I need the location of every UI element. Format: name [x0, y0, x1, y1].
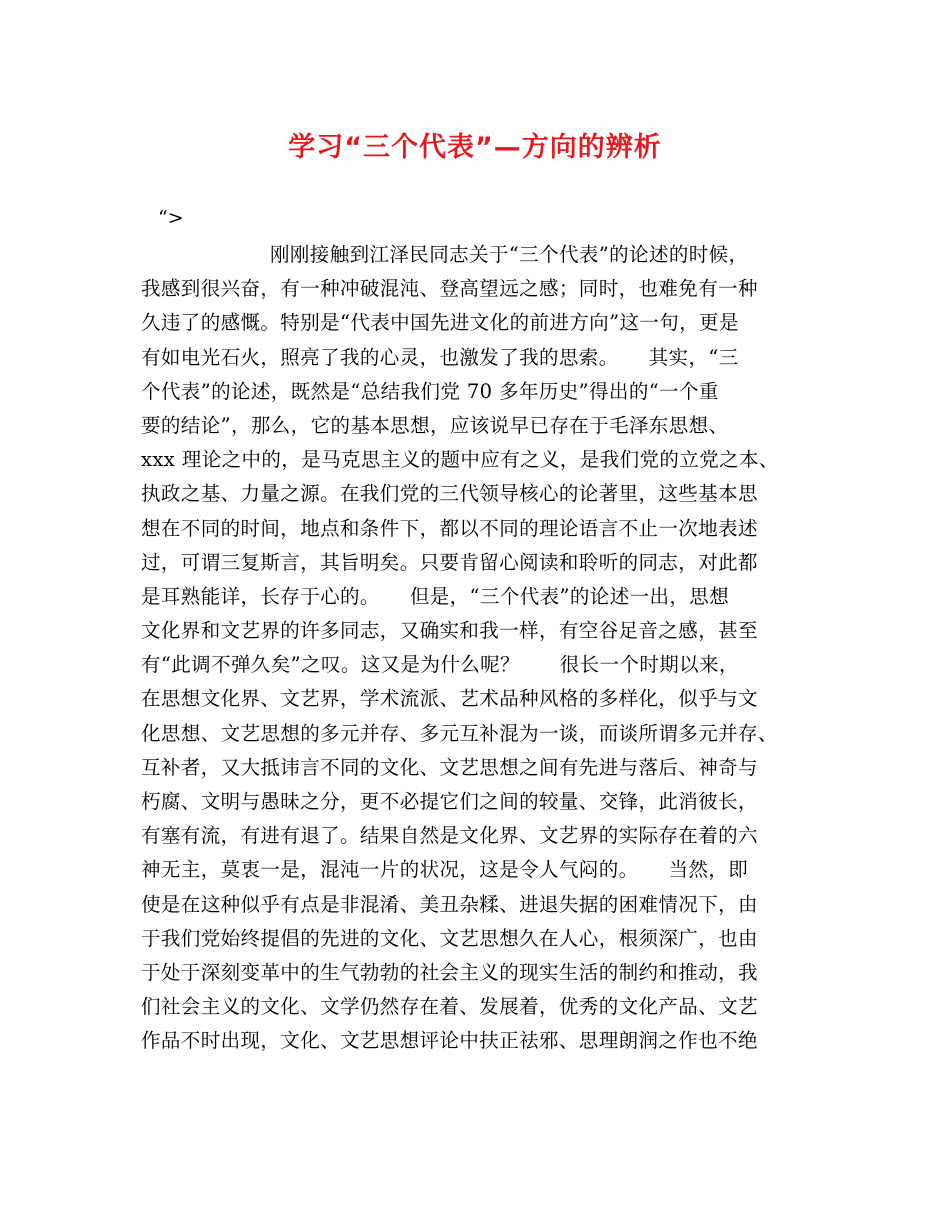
text-line: 神无主，莫衷一是，混沌一片的状况，这是令人气闷的。 当然，即 [141, 858, 749, 882]
text-line: 文化界和文艺界的许多同志，又确实和我一样，有空谷足音之感，甚至 [141, 619, 758, 643]
text-line: 有“此调不弹久矣”之叹。这又是为什么呢？ 很长一个时期以来， [141, 653, 739, 677]
quote-marker: “> [158, 207, 184, 229]
text-line: 想在不同的时间，地点和条件下，都以不同的理论语言不止一次地表述 [141, 516, 758, 540]
text-line: 互补者，又大抵讳言不同的文化、文艺思想之间有先进与落后、神奇与 [141, 755, 758, 779]
text-line: 刚刚接触到江泽民同志关于“三个代表”的论述的时候， [270, 243, 749, 266]
text-line: 久违了的感慨。特别是“代表中国先进文化的前进方向”这一句，更是 [141, 311, 739, 335]
text-line: 我感到很兴奋，有一种冲破混沌、登高望远之感；同时，也难免有一种 [141, 277, 758, 301]
body-text [141, 238, 831, 1059]
text-line: 朽腐、文明与愚昧之分，更不必提它们之间的较量、交锋，此消彼长， [141, 790, 758, 813]
text-line: 于处于深刻变革中的生气勃勃的社会主义的现实生活的制约和推动，我 [141, 960, 758, 984]
text-line: 使是在这种似乎有点是非混淆、美丑杂糅、进退失据的困难情况下，由 [141, 892, 758, 916]
text-line: 执政之基、力量之源。在我们党的三代领导核心的论著里，这些基本思 [141, 482, 758, 506]
text-line: 化思想、文艺思想的多元并存、多元互补混为一谈，而谈所谓多元并存、 [141, 721, 778, 745]
text-line: 个代表”的论述，既然是“总结我们党 70 多年历史”得出的“一个重 [141, 379, 719, 403]
text-line: 有塞有流，有进有退了。结果自然是文化界、文艺界的实际存在着的六 [141, 824, 758, 848]
text-line: 要的结论”，那么，它的基本思想，应该说早已存在于毛泽东思想、 [141, 413, 729, 437]
text-line: 过，可谓三复斯言，其旨明矣。只要肯留心阅读和聆听的同志，对此都 [141, 550, 758, 574]
page-title: 学习“三个代表”—方向的辨析 [288, 132, 662, 163]
text-line: 们社会主义的文化、文学仍然存在着、发展着，优秀的文化产品、文艺 [141, 995, 758, 1019]
text-line: 在思想文化界、文艺界，学术流派、艺术品种风格的多样化，似乎与文 [141, 687, 758, 711]
text-line: xxx 理论之中的，是马克思主义的题中应有之义，是我们党的立党之本、 [141, 448, 779, 472]
text-line: 于我们党始终提倡的先进的文化、文艺思想久在人心，根须深广，也由 [141, 926, 758, 950]
text-line: 有如电光石火，照亮了我的心灵，也激发了我的思索。 其实，“三 [141, 345, 739, 369]
text-line: 作品不时出现，文化、文艺思想评论中扶正祛邪、思理朗润之作也不绝 [141, 1029, 758, 1053]
text-line: 是耳熟能详，长存于心的。 但是，“三个代表”的论述一出，思想 [141, 584, 730, 608]
